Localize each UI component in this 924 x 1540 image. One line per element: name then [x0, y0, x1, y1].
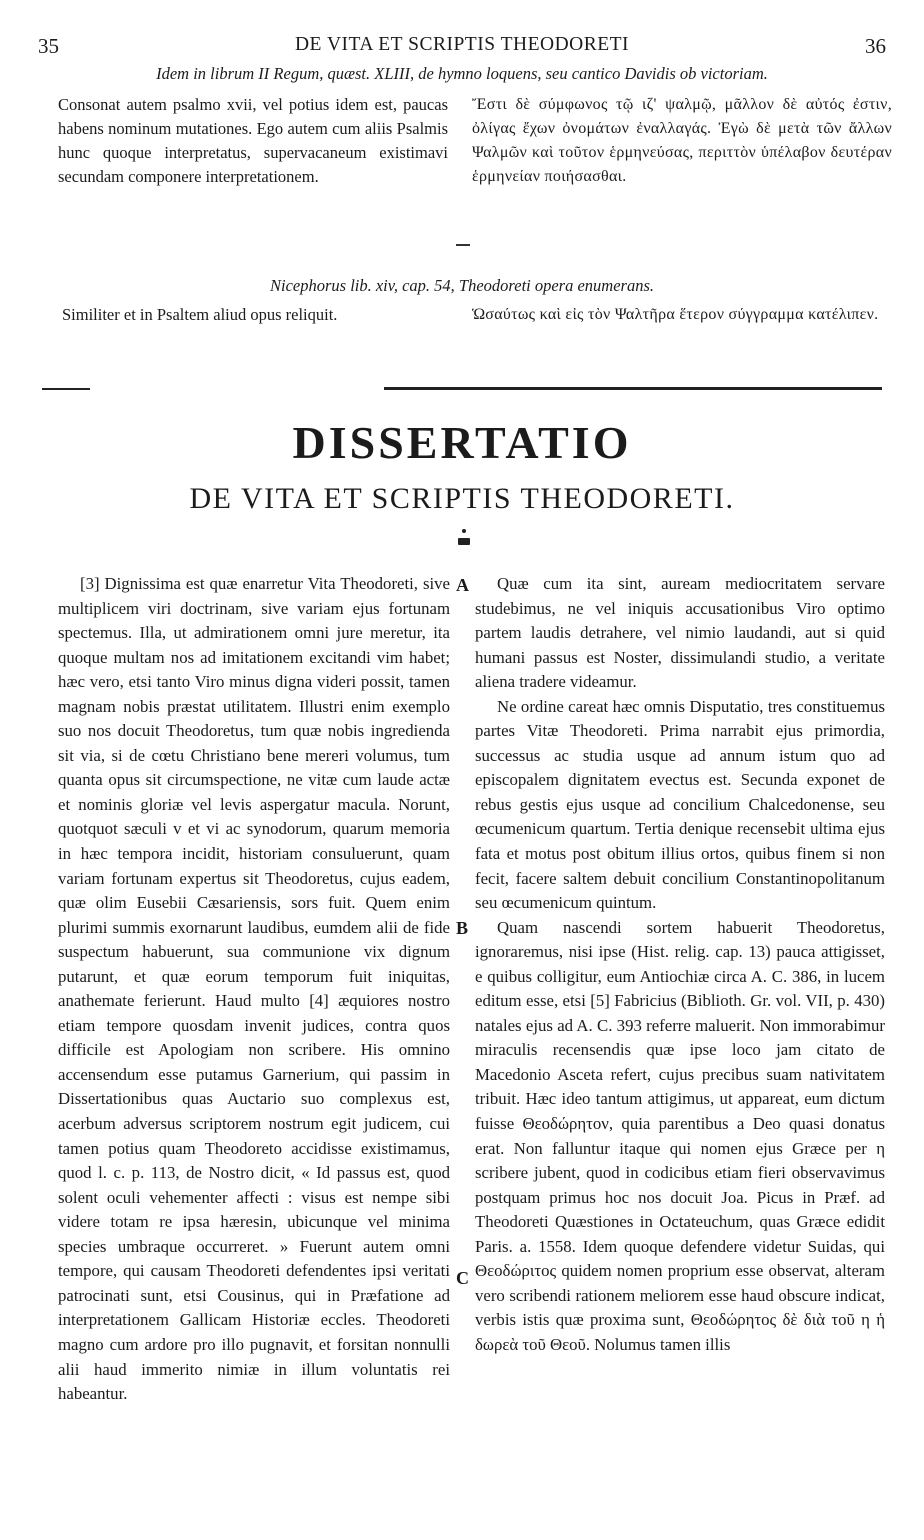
body-paragraph: [3] Dignissima est quæ enarretur Vita Theodoreti, sive multiplicem viri doctrinam, sive variam ejus fortunam spectemus. Illa, ut admirationem omni jure meretur, ita quoque multam nos ad imitationem excitandi vim habet; hæc vero, etsi tanto Viro minus digna videri possit, tamen magnam nobis præstat utilitatem. Illustri enim exemplo suo nos docuit Theodoretus, tum quæ nobis ingredienda sit via, si de cœtu Christiano bene mereri volumus, tum quanta opus sit circumspectione, ne vitæ cum laude actæ et nominis gloriæ vel levis aspergatur macula. Norunt, quotquot sæculi v et vi ac synodorum, quarum memoria in hæc tempora incidit, historiam consuluerunt, quam variam fortunam expertus sit Theodoretus, cujus eadem, quæ olim Eusebii Cæsariensis, sors fuit. Quem enim plurimi summis exornarunt laudibus, eumdem alii de fide suspectum habuerunt, sua communione vix dignum putarunt, et quæ eorum temporum fuit iniquitas, anathemate ferierunt. Haud multo [4] æquiores nostro etiam tempore quosdam invenit judices, contra quos difficile est Apologiam non scribere. His omnino accensendum esse putamus Garnerium, qui passim in Dissertationibus quas Auctario suo complexus est, acerbum adversus scriptorem nostrum egit judicem, cui tamen potius quam Theodoreto accidisse existimamus, quod l. c. p. 113, de Nostro dicit, « Id passus est, quod solent oculi vehementer affecti : visus est nempe sibi videre totam re ipsa hæresin, ubicunque vel minima species umbraque occurreret. » Fuerunt autem omni tempore, qui causam Theodoreti defendentes ipsi veritati patrocinati sunt, etsi Cousinus, qui in Præfatione ad interpretationem Gallicam Historiæ eccles. Theodoreti magno cum ardore pro illo pugnavit, et forsitan nonnulli alii haud immerito nimiæ in illum voluntatis rei habeantur. [58, 574, 450, 1404]
body-left-column [58, 572, 450, 1407]
dissertation-title: DISSERTATIO [292, 417, 632, 468]
section1-latin: Consonat autem psalmo xvii, vel potius idem est, paucas habens nominum mutationes. Ego autem cum aliis Psalmis hunc quoque interpretatus, supervacaneum existimavi secundam componere interpretationem. [58, 95, 448, 186]
body-paragraph: Quæ cum ita sint, auream mediocritatem servare studebimus, ne vel iniquis accusationibus Viro optimo partem laudis detrahere, vel nimio laudandi, aut si quid humani passus est Noster, dissimulandi studio, a veritate aliena tradere videamur. [475, 574, 885, 692]
margin-marker-c: C [456, 1268, 469, 1288]
margin-marker-b: B [456, 918, 469, 938]
rule-short [42, 388, 90, 390]
margin-marker-a: A [456, 575, 469, 595]
section2-latin: Similiter et in Psaltem aliud opus reliquit. [62, 305, 338, 324]
rule-main [384, 387, 882, 390]
ornament-icon [458, 529, 470, 547]
page-header [38, 34, 886, 60]
page-number-left: 35 [38, 34, 59, 58]
section2-caption: Nicephorus lib. xiv, cap. 54, Theodoreti opera enumerans. [269, 276, 655, 295]
body-paragraph: Quam nascendi sortem habuerit Theodoretus, ignoraremus, nisi ipse (Hist. relig. cap. 13) pauca attigisset, e quibus colligitur, eum Antiochiæ circa A. C. 386, in lucem editum esse, etsi [5] Fabricius (Biblioth. Gr. vol. VII, p. 430) natales ejus ad A. C. 393 referre maluerit. Non immorabimur miraculis recensendis quæ ipse loco jam citato de Macedonio Asceta refert, cujus precibus suam nativitatem tribuit. Hæc ideo tantum attigimus, ut appareat, eum dictum fuisse Θεοδώρητον, quia parentibus a Deo quasi donatus erat. Non falluntur itaque qui nomen ejus Græce per η scribere jubent, quod in codicibus etiam fieri observavimus postquam primus hoc nos docuit Joa. Picus in Præf. ad Theodoreti Quæstiones in Octateuchum, quas Græce edidit Paris. a. 1558. Idem quoque defendere videtur Suidas, qui Θεοδώριτος quidem nomen proprium esse observat, alteram vero scribendi rationem meliorem esse haud obscure indicat, verbis istis quæ proxima sunt, Θεοδώρητος δὲ διὰ τοῦ η ἡ δωρεὰ τοῦ Θεοῦ. Nolumus tamen illis [475, 917, 885, 1354]
body-right-column [475, 572, 885, 1358]
section1-greek: Ἔστι δὲ σύμφωνος τῷ ιζ' ψαλμῷ, μᾶλλον δὲ αὐτός ἐστιν, ὀλίγας ἔχων ὀνομάτων ἐναλλαγάς. Ἐγὼ δὲ μετὰ τῶν ἄλλων Ψαλμῶν καὶ τοῦτον ἑρμηνεύσας, περιττὸν ὑπέλαβον δευτέραν ἑρμηνείαν ποιήσασθαι. [472, 96, 892, 185]
running-title: DE VITA ET SCRIPTIS THEODORETI [294, 34, 630, 55]
body-paragraph: Ne ordine careat hæc omnis Disputatio, tres constituemus partes Vitæ Theodoreti. Prima narrabit ejus primordia, successus ac studia usque ad annum istum quo ad episcopalem dignitatem evectus est. Secunda exponet de rebus gestis ejus usque ad concilium Chalcedonense, seu œcumenicum quartum. Tertia denique recensebit ultima ejus fata et motus post obitum illius ortos, quibus finem si non fecit, facere saltem debuit concilium Constantinopolitanum seu œcumenicum quintum. [475, 696, 885, 913]
section2-greek: Ὡσαύτως καὶ εἰς τὸν Ψαλτῆρα ἕτερον σύγγραμμα κατέλιπεν. [472, 306, 879, 323]
page-number-right: 36 [865, 34, 886, 58]
section-divider [456, 244, 470, 246]
section1-caption: Idem in librum II Regum, quæst. XLIII, de hymno loquens, seu cantico Davidis ob victoriam. [156, 64, 768, 83]
dissertation-subtitle: DE VITA ET SCRIPTIS THEODORETI. [189, 482, 735, 515]
